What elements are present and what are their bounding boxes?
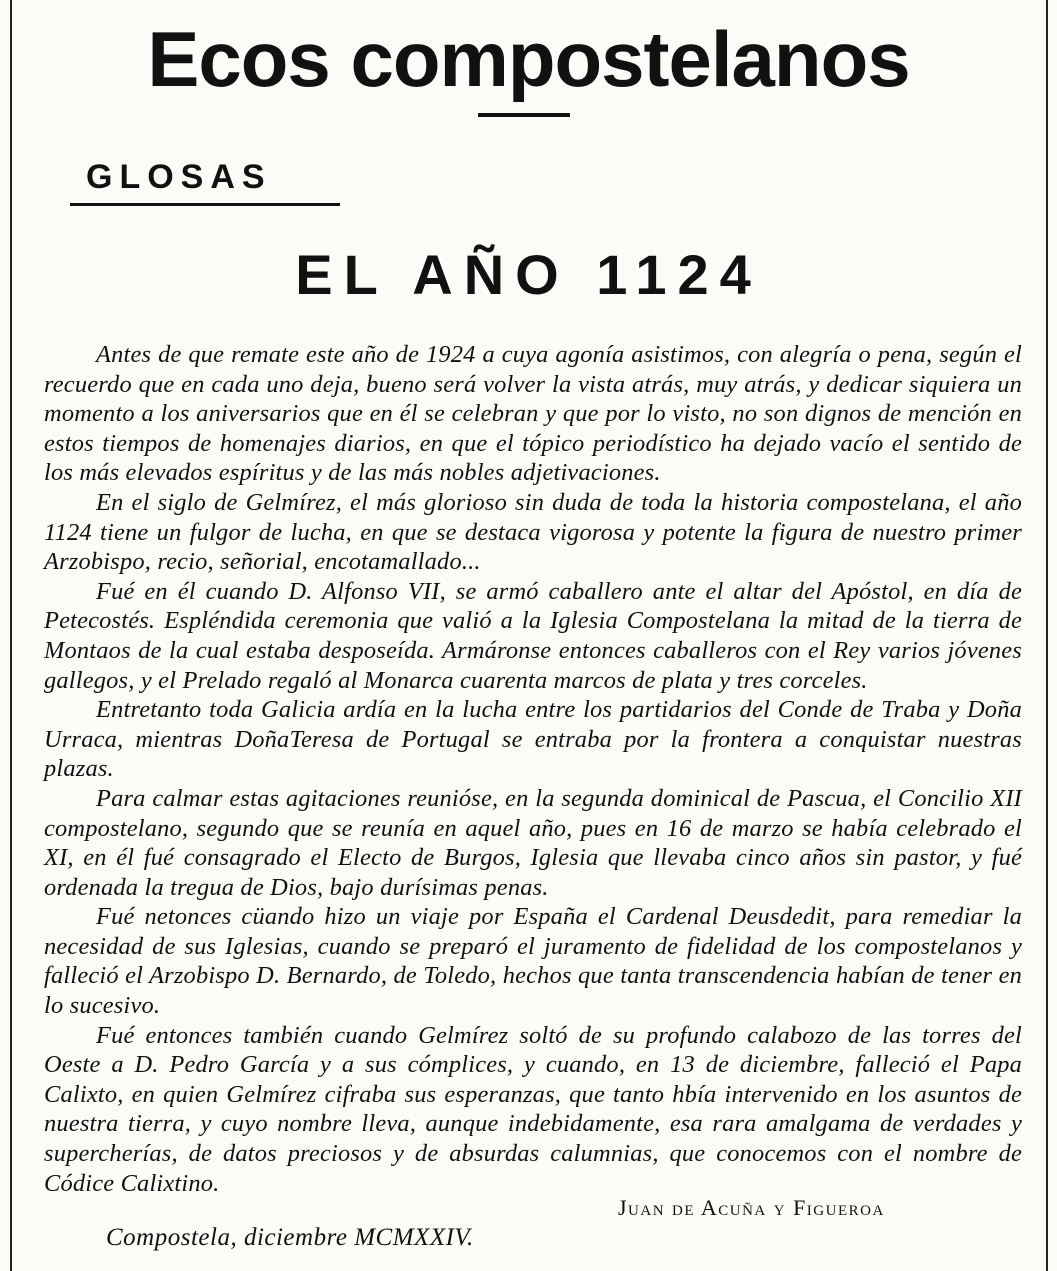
article-body <box>44 340 1022 1198</box>
article-paragraph: Para calmar estas agitaciones reunióse, en la segunda dominical de Pascua, el Concilio XII compostelano, segundo que se reunía en aquel año, pues en 16 de marzo se había celebrado el XI, en él fué consagrado el Electo de Burgos, Iglesia que llevaba cinco años sin pastor, y fué ordenada la tregua de Dios, bajo durísimas penas. <box>44 784 1022 901</box>
article-paragraph: Fué en él cuando D. Alfonso VII, se armó caballero ante el altar del Apóstol, en día de Petecostés. Espléndida ceremonia que valió a la Iglesia Compostelana la mitad de la tierra de Montaos de la cual estaba desposeída. Armáronse entonces caballeros con el Rey varios jóvenes gallegos, y el Prelado regaló al Monarca cuarenta marcos de plata y tres corceles. <box>44 577 1022 694</box>
masthead-ornament-bar <box>478 113 570 117</box>
article-paragraph: En el siglo de Gelmírez, el más glorioso sin duda de toda la historia compostelana, el año 1124 tiene un fulgor de lucha, en que se destaca vigorosa y potente la figura de nuestro primer Arzobispo, recio, señorial, encotamallado... <box>44 488 1022 576</box>
section-underline <box>70 203 340 206</box>
section-label: GLOSAS <box>86 158 272 196</box>
article-paragraph: Fué entonces también cuando Gelmírez soltó de su profundo calabozo de las torres del Oeste a D. Pedro García y a sus cómplices, y cuando, en 13 de diciembre, falleció el Papa Calixto, en quien Gelmírez cifraba sus esperanzas, que tanto hbía intervenido en los asuntos de nuestra tierra, y cuyo nombre lleva, aunque indebidamente, esa rara amalgama de verdades y supercherías, de datos preciosos y de absurdas calumnias, que conocemos con el nombre de Códice Calixtino. <box>44 1021 1022 1197</box>
left-column-rule <box>10 0 12 1271</box>
article-headline: EL AÑO 1124 <box>295 243 762 306</box>
masthead-title: Ecos compostelanos <box>147 15 910 103</box>
article-paragraph: Fué netonces cüando hizo un viaje por España el Cardenal Deusdedit, para remediar la necesidad de sus Iglesias, cuando se preparó el juramento de fidelidad de los compostelanos y falleció el Arzobispo D. Bernardo, de Toledo, hechos que tanta transcendencia habían de tener en lo sucesivo. <box>44 903 1022 1020</box>
article-paragraph: Antes de que remate este año de 1924 a cuya agonía asistimos, con alegría o pena, según el recuerdo que en cada uno deja, bueno será volver la vista atrás, muy atrás, y dedicar siquiera un momento a los aniversarios que en él se celebran y que por lo visto, no son dignos de mención en estos tiempos de homenajes diarios, en que el tópico periodístico ha dejado vacío el sentido de los más elevados espíritus y de las más nobles adjetivaciones. <box>44 341 1022 487</box>
dateline: Compostela, diciembre MCMXXIV. <box>106 1224 474 1251</box>
author-signature: Juan de Acuña y Figueroa <box>618 1195 885 1220</box>
article-paragraph: Entretanto toda Galicia ardía en la lucha entre los partidarios del Conde de Traba y Doña Urraca, mientras DoñaTeresa de Portugal se entraba por la frontera a conquistar nuestras plazas. <box>44 696 1022 783</box>
right-column-rule <box>1046 0 1048 1271</box>
